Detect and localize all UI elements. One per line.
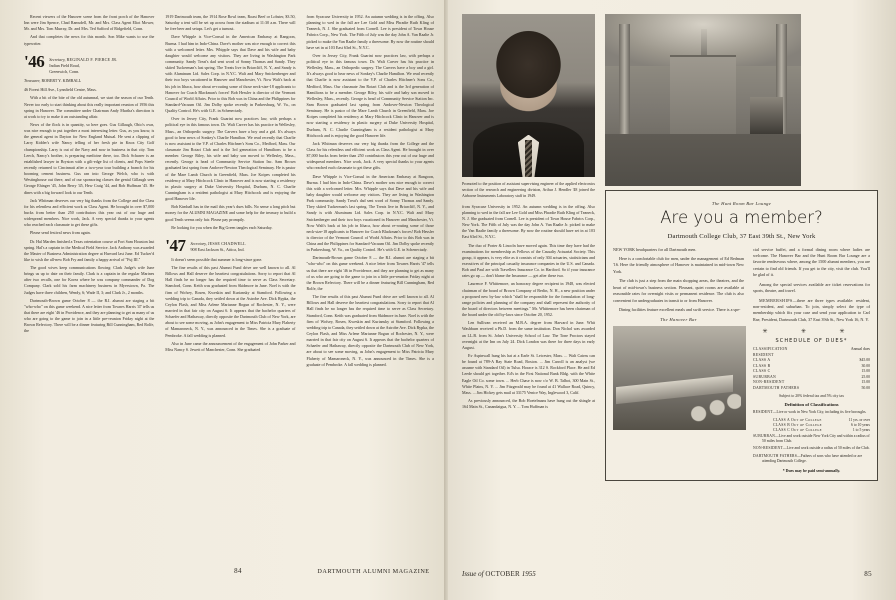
- paragraph: cial service buffet, and a formal dining room where ladies are welcome. The Hanover Bar and the Hunt Room Bar Lounge are a favorite rendezvous where, among the 1500 alumni members, you are certain to find old friends. If you get to the city, visit the club. You'll be glad of it.: [753, 246, 870, 278]
- paragraph: Dining facilities feature excellent meals and swift service. There is a spe-: [619, 307, 741, 312]
- memberships-lead: MEMBERSHIPS: [759, 297, 793, 303]
- paragraph: With a bit of the bite of the old autumnal, we start the season of our Tenth. Never too early to start thinking about this really important reunion of 1956 this spring in Hanover. The committee under Chairman Andy Murtha's direction is at work to try to make it an outstanding affair.: [24, 95, 155, 119]
- definition-term: DARTMOUTH FATHERS: [753, 453, 798, 458]
- page-number-right: 85: [864, 570, 872, 578]
- paragraph: Laurence F. Whittemore, an honorary degree recipient in 1948, was elected chairman of the board of Brown Company of Berlin, N. H., a new position under a proposed new by-law which "shall be responsible for the formulation of long-range policies and planning of the company and shall represent the authority of the board of directors between meetings." Mr. Whittemore has been chairman of the board under the old by-laws since October 20, 1952.: [462, 281, 595, 318]
- treasurer-name: ROBERT Y. KIMBALL: [41, 78, 82, 84]
- paragraph: Recent viewers of the Hanover scene from the front porch of the Hanover Inn were Jim Spence, Chad Ramsdell, Mr. and Mrs. Class Agent Eliot Mower, Mr. and Mrs. Tom Murray, Dr. and Mrs. Ted Safford of Ridgefield, Conn.: [24, 14, 155, 32]
- treasurer-address: 46 Forest Hill Ave., Lynnfield Centre, Mass.: [24, 87, 97, 93]
- definition-subrow-label: CLASS A Out of College: [773, 417, 822, 422]
- treasurer-role-label: Treasurer,: [24, 78, 41, 84]
- paragraph: [753, 298, 870, 324]
- dues-row-label: SUBURBAN: [753, 374, 777, 379]
- class-heading-46: [24, 51, 154, 75]
- paragraph: The good wives keep communications flowing: Clark Judge's wife June brings us up to date on their family. Clark is a captain in the regular Marines after two recalls, one for Korea where he was company commander of Dog Company. Clark sold his farm machinery business in Myerstown, Pa. The Judges have three children, Wendy, 6; Wade II, 3; and Clark Jr., 2 months.: [24, 265, 155, 295]
- dues-table: [753, 347, 870, 391]
- hunt-room-photo: [605, 14, 801, 186]
- paragraph: Len Sullivan received an M.B.A. degree from Harvard in June. Whit Washburn received a Ph.D. from the same institution. Don Nichol was awarded an LL.B. from St. John's University School of Law. The Tone Proctors stayed overnight at the Inn on July 24. Dick London was there for three days in early August.: [462, 320, 595, 350]
- dues-row-label: RESIDENT: [753, 352, 774, 357]
- definition-item: [753, 410, 870, 415]
- right-column-ad-area: [605, 14, 878, 481]
- definitions-list: [753, 410, 870, 464]
- secretary-name: JESSE CHADWELL: [207, 240, 246, 246]
- paragraph: The fine results of this past Alumni Fund drive are well known to all. Al Billows and Hall deserve the heartiest congratulations. Sorry to report that Al Hall finds he no longer has the required time to serve as Class Secretary. Stamford, Conn. Keith was graduated from Skidmore in June. Noel is with the firm of Wofsey, Rosen, Kweskin and Kuriansky at Stamford. Following a wedding trip to Canada, they settled down at the Astrobe Ave. Dick Rypka, the Ceylon Flash, and Miss Arlene Marianne Bogun of Rochester, N. Y., were married in that fair city on August 6. It appears that the bachelor quarters of Schaefer and Hathaway, directly opposite the Dartmouth Club of New York, are about to see some moving, as John's engagement to Miss Patricia Mary Flaherty of Mamaroneck, N. Y., was announced in the Times. She is a graduate of Pembroke. A fall wedding is planned.: [165, 265, 296, 338]
- paragraph: Over in Jersey City, Frank Guarini now practices law, with perhaps a political eye in this famous town. Dr. Walt Carver has his practice in Wellesley, Mass., an Orthopedic surgery. The Carvers have a boy and a girl. It's always good to hear news of Sonkey's Charlie Hamilton. We read recently that Charlie is now assistant to the V.P. of Charles Hitchner's Sons Co., Medford, Mass. Our classmate Jim Rotari Club and is the 3rd generation of Hamiltons to be a member. George Riley, his wife and baby son moved to Wellesley, Mass., recently. George is head of Community Service Station Inc. Sam Brown graduated last spring from Andover-Newton Theological Seminary. He is pastor of the Mare Lamb Church in Greenfield, Mass. Joe Koipes completed his residency at Mary Hitchcock Clinic in Hanover and is now starting a residency in plastic surgery at Duke University Hospital, Durham, N. C. Charlie Cunningham is a resident pathologist at Mary Hitchcock and is enjoying the good Hanover life.: [306, 52, 434, 138]
- definition-text: —Live and work outside New York City and within a radius of 50 miles from Club.: [762, 433, 870, 443]
- dues-row-amount: 15.00: [861, 369, 870, 374]
- paragraph: Jack Whitman deserves our very big thanks from the College and the Class for his relentless and efficient work as Class Agent. He brought in over $7,000 bucks from better than 250 contributors this year out of our huge and widespread members. Nice work, Jack. A very special thanks to your agents who reached each classmate to get these gifts.: [24, 197, 155, 228]
- paragraph: The club is just a step from the main shopping areas, the theatres, and the heart of mid-town's business section. Pleasant, quiet rooms are available at reasonable rates for overnight visits or permanent residence. The club is also convenient for undergraduates in transit to or from Hanover.: [613, 278, 744, 303]
- paragraph: Here is a comfortable club for men, under the management of Ed Redman '16. Here the friendly atmosphere of Hanover is maintained in mid-town New York.: [613, 255, 744, 274]
- page-right: [448, 0, 896, 600]
- portrait-caption: Promoted to the position of assistant supervising engineer of the applied electronics section of the research and engineering division, Arthur J. Hendler '48 joined the Airborne Instruments Laboratory staff in 1949.: [462, 181, 595, 198]
- page-number-left: 84: [234, 567, 242, 575]
- secretary-address: 908 East Jackson St., Attica, Ind.: [190, 246, 245, 252]
- dues-row-label: NON-RESIDENT: [753, 380, 785, 385]
- secretary-address-line-2: Greenwich, Conn.: [49, 68, 80, 74]
- issue-year: 1955: [521, 570, 536, 578]
- paragraph: As previously announced, the Bob Hoetelmans have hung out the shingle at 164 Main St., Canandaigua, N. Y. ... Tom Huffman is: [462, 397, 595, 410]
- definition-item: [753, 434, 870, 445]
- ad-columns: [613, 247, 870, 475]
- dues-row-amount: 30.00: [861, 363, 870, 368]
- dues-row-label: CLASS B: [753, 363, 771, 368]
- dues-row-label: CLASS A: [753, 358, 771, 363]
- paragraph: Also in June came the announcement of the engagement of John Parker and Miss Nancy S. Jewett of Manchester, Conn. She graduated: [165, 340, 296, 352]
- class-officers: [191, 238, 246, 253]
- definition-item: [753, 446, 870, 451]
- secretary-role-label: Secretary,: [49, 56, 66, 62]
- dues-table-body: [753, 353, 870, 392]
- left-column-2: [165, 14, 295, 370]
- left-column-1: [24, 14, 154, 370]
- secretary-name: REGINALD F. PIERCE JR.: [66, 56, 118, 62]
- definition-text: —Live and work outside a radius of 50 miles of the Club.: [782, 446, 870, 451]
- publication-title: DARTMOUTH ALUMNI MAGAZINE: [317, 568, 430, 575]
- memberships-text: —there are three types available: resident, non-resident, and suburban. To join, simply select the type of membership which fits your case and send your application to Carl Rae, President, Dartmouth Club, 37 East 39th St., New York 16, N. Y.: [753, 297, 870, 322]
- paragraph: The duo of Porter & Lincoln have moved again. This time they have had the examinations for membership as Fellows of the Casualty Actuarial Society. This group, it appears, is very elite as it consists of only 304 actuaries, statisticians and executives of the principal casualty insurance companies in the U.S. and Canada. Bob and Paul are with Travellers Insurance Co. in Hartford. So if your insurance rates go up — don't blame the Insurance — get after these two.: [462, 242, 595, 279]
- definition-text: —Fathers of sons who have attended or are attending Dartmouth College.: [762, 453, 863, 464]
- definition-item: [753, 454, 870, 465]
- definition-subrow-label: CLASS C Out of College: [773, 428, 822, 433]
- paragraph: Over in Jersey City, Frank Guarini now practices law, with perhaps a political eye in this famous town. Dr. Walt Carver has his practice in Wellesley, Mass., an Orthopedic surgery. The Carvers have a boy and a girl. It's always good to hear news of Sonkey's Charlie Hamilton. We read recently that Charlie is now assistant to the V.P. of Charles Hitchner's Sons Co., Medford, Mass. Our classmate Jim Rotari Club and is the 3rd generation of Hamiltons to be a member. George Riley, his wife and baby son moved to Wellesley, Mass., recently. George is head of Community Service Station Inc. Sam Brown graduated last spring from Andover-Newton Theological Seminary. He is pastor of the Mare Lamb Church in Greenfield, Mass. Joe Koipes completed his residency at Mary Hitchcock Clinic in Hanover and is now starting a residency in plastic surgery at Duke University Hospital, Durham, N. C. Charlie Cunningham is a resident pathologist at Mary Hitchcock and is enjoying the good Hanover life.: [165, 116, 296, 202]
- definition-text: —Live or work in New York City, including its five boroughs.: [772, 410, 867, 415]
- dues-row-amount: 50.00: [861, 385, 870, 390]
- definition-subrow-value: 6 to 10 years: [851, 423, 870, 427]
- dues-col-classification: CLASSIFICATION: [753, 347, 788, 352]
- left-column-3: [307, 14, 434, 370]
- secretary-address-line-1: Indian Field Road,: [49, 62, 80, 68]
- dues-row: [753, 386, 870, 392]
- dues-row-label: DARTMOUTH FATHERS: [753, 385, 800, 390]
- paragraph: Among the special services available are ticket reservations for sports, theatre, and travel.: [753, 281, 870, 294]
- hanover-bar-caption: The Hanover Bar: [660, 317, 697, 323]
- secretary-role-label: Secretary,: [190, 240, 207, 246]
- treasurer-line: [24, 78, 154, 84]
- paragraph: from Syracuse University in 1952. An autumn wedding is in the offing. Also planning to wed in the fall are Lee Gold and Miss Phradie Ruth Kling of Teaneck, N. J. She graduated from Cornell. Lee is president of Town House Fabrics Corp., New York. The Fifth of July was the day John A. Van Raalte Jr. picked to make the Van Raalte family a threesome. By now the routine should have set in at 103 East 63rd St., N.Y.C.: [306, 14, 434, 50]
- paragraph: The fine results of this past Alumni Fund drive are well known to all. Al Billows and Hall deserve the heartiest congratulations. Sorry to report that Al Hall finds he no longer has the required time to serve as Class Secretary. Stamford, Conn. Keith was graduated from Skidmore in June. Noel is with the firm of Wofsey, Rosen, Kweskin and Kuriansky at Stamford. Following a wedding trip to Canada, they settled down at the Astrobe Ave. Dick Rypka, the Ceylon Flash, and Miss Arlene Marianne Bogun of Rochester, N. Y., were married in that fair city on August 6. It appears that the bachelor quarters of Schaefer and Hathaway, directly opposite the Dartmouth Club of New York, are about to see some moving, as John's engagement to Miss Patricia Mary Flaherty of Mamaroneck, N. Y., was announced in the Times. She is a graduate of Pembroke. A fall wedding is planned.: [306, 294, 434, 367]
- definitions-title: Definition of Classifications: [784, 402, 839, 408]
- class-heading-47: [165, 235, 295, 255]
- paragraph: And that completes the news for this month. Son Mike wants to use the typewriter.: [24, 34, 155, 46]
- paragraph: It doesn't seem possible that summer is long-since gone.: [171, 256, 263, 262]
- dues-title: SCHEDULE OF DUES*: [775, 338, 848, 345]
- dues-row-amount: 25.00: [861, 374, 870, 379]
- dues-tax-note: Subject to 20% federal tax and 5% city tax: [779, 394, 844, 399]
- ad-column-2: [753, 247, 870, 475]
- paragraph: 1919 Dartmouth team, the 1914 Rose Bowl team, Roast Beef or Lobster, $3.50, Saturday a tent will be set up across from the stadium at 11:30 a.m. There will be free beer and setups. Let's get a turnout.: [165, 14, 296, 32]
- footer-left: [24, 560, 434, 578]
- class-year: '46: [24, 51, 45, 71]
- paragraph: Ev Aspinwall hung his hat at a Earle St. Leicester, Mass. ... Walt Cairns can be found at 789-A Bay State Road, Boston. ... Jim Carroll is an analyst (we assume with Standard Oil) in Tulsa. Horace is 312 S. Rockford Place. He and Ed Leede should get together. Ed's in the First National Bank Bldg. with the White Eagle Oil Co. some town. ... Herb Chase is now c/o W. B. Talbot, 300 Main St., White Plains, N. Y. ... Jim Fitzgerald may be found at 41 Wallace Road, Quincy, Mass. ... Jim Hickey gets mail at 33175 Venice Way, Inglewood 3, Calif.: [462, 353, 595, 395]
- left-page-columns: [24, 14, 434, 370]
- paragraph: Dave Whipple is Vice-Consul in the American Embassy at Rangoon, Burma. I had him in Indo-China. Dave's mother was nice enough to correct this with a welcomed letter. Mrs. Whipple says that Dave and his wife and baby daughter would welcome any visitors. They are living in Washington Park community. Sandy Treat's dad sent word of Sonny Thomas and Sandy. They skiied Tuckerman's last spring. The Treats live in Briarcliff, N. Y., and Sandy is with Aluminum Ltd. Sales Corp. in N.Y.C. Walt and Mary Snickenberger and their two boys vacationed in Hanover and Manchester, Vt. Now Walt's back at his job in Ithaca, how about re-routing some of those neck-size-18 applicants to Hanover for Coach Blackman's forces! Bob Hessler is director of the Vermont Council of World Affairs. Prior to this Bob was in China and the Philippines for Standard-Vacuum Oil. Jim Dolby spoke recently in Parkersburg, W. Va., on Quality Control. He's with G.E. in Schenectady.: [306, 173, 434, 253]
- paragraph: Dartmouth-Brown game October 8 — the R.I. alumni are staging a bit "who-who" on this game weekend. A nice letter from Townes Harris '47 tells us that there are eight '46 in Providence, and they are planning to get as many of us who are going to the game to join in a little pre-reunion Friday night at the Brown Refectory. There will be a dinner featuring Bill Cunningham, Red Rolfe, the: [24, 297, 155, 334]
- issue-line: Issue of OCTOBER 1955: [462, 570, 536, 578]
- paragraph: Jack Whitman deserves our very big thanks from the College and the Class for his relentless and efficient work as Class Agent. He brought in over $7,000 bucks from better than 250 contributors this year out of our huge and widespread members. Nice work, Jack. A very special thanks to your agents who reached each classmate to get these gifts.: [306, 140, 434, 171]
- paragraph: from Syracuse University in 1952. An autumn wedding is in the offing. Also planning to wed in the fall are Lee Gold and Miss Phradie Ruth Kling of Teaneck, N. J. She graduated from Cornell. Lee is president of Town House Fabrics Corp., New York. The Fifth of July was the day John A. Van Raalte Jr. picked to make the Van Raalte family a threesome. By now the routine should have set in at 103 East 63rd St., N.Y.C.: [462, 203, 595, 240]
- dues-row-amount: 15.00: [861, 380, 870, 385]
- ad-subhead: Dartmouth College Club, 37 East 39th St., New York: [667, 232, 816, 240]
- definition-term: RESIDENT: [753, 410, 773, 415]
- dues-col-annual: Annual dues: [850, 347, 870, 352]
- class-officers: [49, 54, 117, 75]
- star-divider: ✳ ✳ ✳: [762, 329, 861, 336]
- ad-headline: Are you a member?: [660, 208, 823, 227]
- paragraph: Be looking for you when the Big Green tangles each Saturday.: [171, 224, 273, 230]
- paragraph: NEW YORK headquarters for all Dartmouth men.: [613, 246, 697, 252]
- definition-term: NON-RESIDENT: [753, 446, 783, 451]
- dues-row-label: CLASS C: [753, 369, 771, 374]
- definition-subrow-value: 11 yrs. or over: [848, 417, 870, 422]
- ad-column-1: [613, 247, 744, 475]
- paragraph: Dave Whipple is Vice-Consul in the American Embassy at Rangoon, Burma. I had him in Indo-China. Dave's mother was nice enough to correct this with a welcomed letter. Mrs. Whipple says that Dave and his wife and baby daughter would welcome any visitors. They are living in Washington Park community. Sandy Treat's dad sent word of Sonny Thomas and Sandy. They skiied Tuckerman's last spring. The Treats live in Briarcliff, N. Y., and Sandy is with Aluminum Ltd. Sales Corp. in N.Y.C. Walt and Mary Snickenberger and their two boys vacationed in Hanover and Manchester, Vt. Now Walt's back at his job in Ithaca, how about re-routing some of those neck-size-18 applicants to Hanover for Coach Blackman's forces! Bob Hessler is director of the Vermont Council of World Affairs. Prior to this Bob was in China and the Philippines for Standard-Vacuum Oil. Jim Dolby spoke recently in Parkersburg, W. Va., on Quality Control. He's with G.E. in Schenectady.: [165, 34, 296, 114]
- definition-subrow-value: 1 to 5 years: [852, 428, 870, 433]
- paragraph: News of the flock is in quantity, so here goes. Gus Gillaugh, Ohio's own, was nice enough to put together a most interesting letter. Gus, as you know, is the general agent in Dayton for New England Mutual. He sent a clipping of Larry Kidder's wife Nancy telling of her fresh pie in Knox City Golf championship. Larry is out of the Navy and now in business in that city. Tom Leech, Nancy's brother, is preparing medicine there, too. Dick Scharrer is an established lawyer in Bryston with a gilt-edge list of clients, and Pops Steele recently returned to Cincinnati after a two-year tour building a branch for his booming cement business. Gus ran into George Welch, who is with Westinghouse out there, and of our sponsoring classes the genial Gillaugh sees George Ehinger '45, John Berry '45, Hew Craig '44, and Bob Huffman '45. He dines with a big forward look to our Tenth.: [24, 121, 155, 195]
- right-column-1: [462, 14, 595, 481]
- paragraph: Please send festival news from again.: [30, 230, 91, 236]
- definition-term: SUBURBAN: [753, 433, 776, 438]
- class-year: '47: [165, 235, 186, 255]
- dartmouth-college-club-ad: [605, 190, 878, 481]
- portrait-photo-arthur-hendler: [462, 14, 595, 177]
- hanover-bar-photo: [613, 326, 746, 430]
- dues-footnote: * Dues may be paid semi-annually.: [782, 468, 841, 473]
- hunt-room-caption: The Hunt Room Bar Lounge: [711, 201, 772, 206]
- paragraph: Dr. Hal Marden finished a Texas orientation course at Fort Sam Houston last spring. Hal's a captain in the Medical Field Service. Jack Anthony was awarded the Master of Business Administration degree at Harvard last June. Ed Tucker'd like to wish the all-new Bob Fry and family a happy arrival of "Fuj III.": [24, 238, 155, 262]
- definition-subrow-label: CLASS B Out of College: [773, 423, 822, 427]
- footer-right: [462, 570, 872, 578]
- issue-month: OCTOBER: [485, 570, 520, 578]
- dues-row-amount: $45.00: [859, 358, 870, 363]
- paragraph: Bob Kimball has in the mail this year's dues bills. No sense a long pitch but money for the ALUMNI MAGAZINE and some help for the treasury to build a good Tenth seems only fair. Please pay promptly.: [165, 204, 296, 222]
- paragraph: Dartmouth-Brown game October 8 — the R.I. alumni are staging a bit "who-who" on this game weekend. A nice letter from Townes Harris '47 tells us that there are eight '46 in Providence, and they are planning to get as many of us who are going to the game to join in a little pre-reunion Friday night at the Brown Refectory. There will be a dinner featuring Bill Cunningham, Red Rolfe, the: [306, 255, 434, 292]
